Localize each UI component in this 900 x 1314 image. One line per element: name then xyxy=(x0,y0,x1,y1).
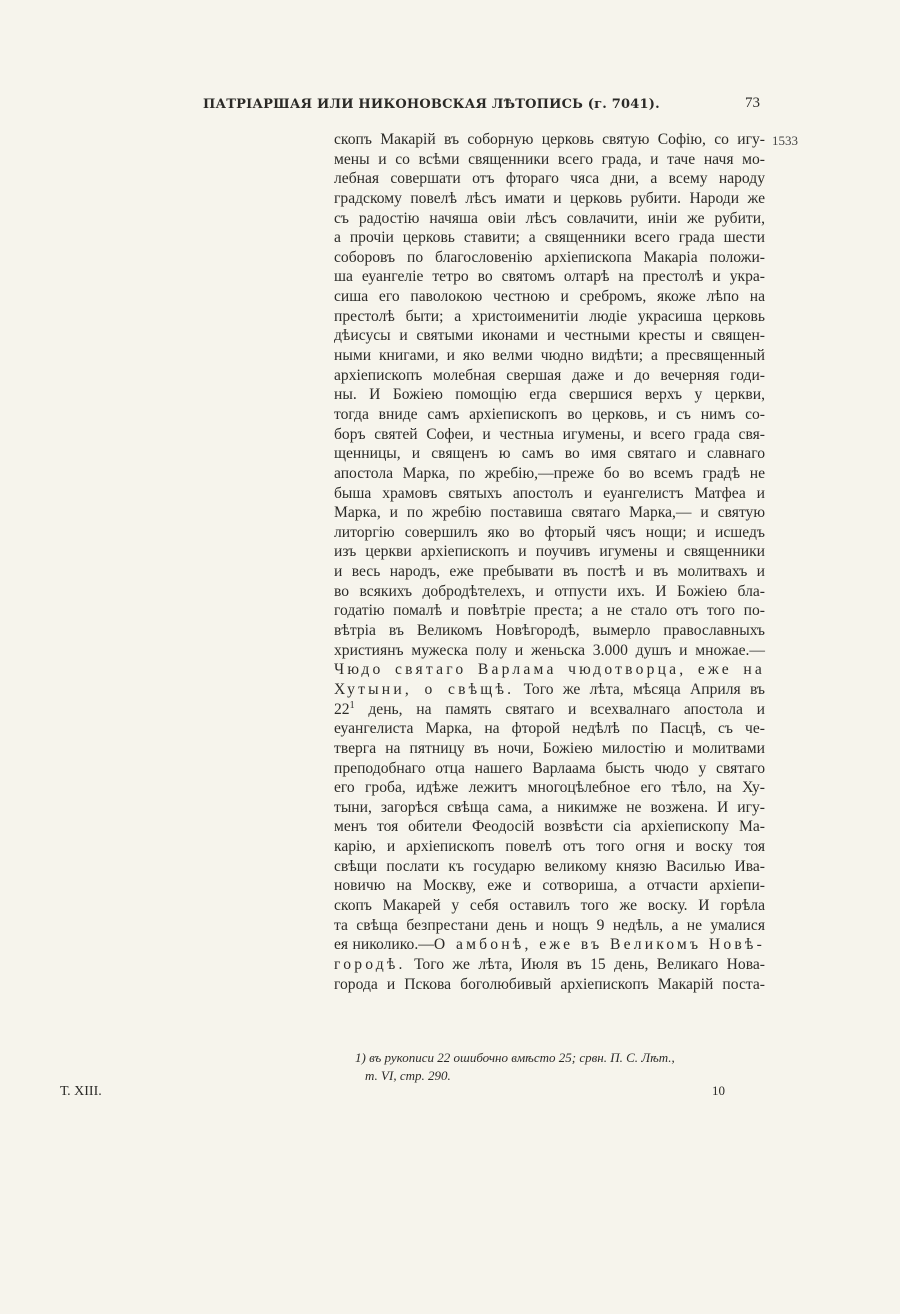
volume-label: Т. XIII. xyxy=(60,1084,102,1099)
signature-mark: 10 xyxy=(712,1083,725,1098)
text-line: свѣщи послати къ государю великому князю Василью Ива- xyxy=(334,857,765,875)
text-line: апостола Марка, по жребію,—преже бо во всемъ градѣ не xyxy=(334,464,765,482)
page-number: 73 xyxy=(745,95,760,111)
body-text xyxy=(334,130,765,994)
footnote-marker[interactable]: 1 xyxy=(349,699,355,711)
text-line: скопъ Макарій въ соборную церковь святую Софію, со игу- xyxy=(334,131,765,148)
text-line: мены и со всѣми священники всего града, и таче начя мо- xyxy=(334,150,765,168)
text-line: во всякихъ добродѣтелехъ, и отпусти ихъ. И Божіею бла- xyxy=(334,582,765,600)
text-line xyxy=(334,680,765,700)
text-line: его гроба, идѣже лежитъ многоцѣлебное его тѣло, на Ху- xyxy=(334,779,765,797)
text-line: лебная совершати отъ фтораго чяса дни, а всему народу xyxy=(334,170,765,188)
text-line: годатію помалѣ и повѣтріе преста; а не стало отъ того по- xyxy=(334,602,765,620)
text-line: быша храмовъ святыхъ апостолъ и еуангелистъ Матфеа и xyxy=(334,484,765,502)
text-line: еуангелиста Марка, на фторой недѣлѣ по Пасцѣ, съ че- xyxy=(334,720,765,738)
section-heading: Хутыни, о свѣщѣ. xyxy=(334,680,515,698)
text-line: съ радостію начяша овіи лѣсъ совлачити, иніи же рубити, xyxy=(334,209,765,227)
section-heading: городѣ. xyxy=(334,955,406,973)
text-line: архіепископъ молебная свершая даже и до вечерняя годи- xyxy=(334,366,765,384)
text-line: а прочіи церковь ставити; а священники всего града шести xyxy=(334,229,765,247)
text-line: ша еуангеліе тетро во святомъ олтарѣ на престолѣ и укра- xyxy=(334,268,765,286)
text-fragment: 22 xyxy=(334,700,350,718)
text-line: соборовъ по благословенію архіепископа Макаріа положи- xyxy=(334,248,765,266)
text-line: ными книгами, и яко велми чюдно видѣти; а пресвященный xyxy=(334,347,765,365)
text-fragment: день, на память святаго и всехвалнаго апостола и xyxy=(354,700,765,718)
text-fragment: ея николико.— xyxy=(334,936,434,954)
section-heading: О амбонѣ, еже въ Великомъ Новѣ- xyxy=(433,936,765,954)
running-header: ПАТРІАРШАЯ ИЛИ НИКОНОВСКАЯ ЛѢТОПИСЬ (г. 7041). xyxy=(203,97,660,112)
text-line: дѣисусы и святыми иконами и честными кресты и священ- xyxy=(334,327,765,345)
text-line xyxy=(334,955,765,975)
text-line: християнъ мужеска полу и женьска 3.000 душъ и множае.— xyxy=(334,641,765,659)
text-line: новичю на Москву, еже и сотвориша, а отчасти архіепи- xyxy=(334,877,765,895)
text-line: города и Пскова боголюбивый архіепископъ Макарій поста- xyxy=(334,975,765,993)
text-line: вѣтріа въ Великомъ Новѣгородѣ, вымерло православныхъ xyxy=(334,622,765,640)
text-line: тыни, загорѣся свѣща сама, а никимже не возжена. И игу- xyxy=(334,798,765,816)
text-line: сиша его паволокою честною и сребромъ, якоже лѣпо на xyxy=(334,288,765,306)
text-line: и весь народъ, еже пребывати въ постѣ и въ молитвахъ и xyxy=(334,563,765,581)
text-line: карію, и архіепископъ повелѣ отъ того огня и воску тоя xyxy=(334,838,765,856)
text-line xyxy=(334,935,765,955)
footnote xyxy=(355,1049,765,1085)
text-line: градскому повелѣ лѣсъ имати и церковь рубити. Народи же xyxy=(334,189,765,207)
text-fragment: Того же лѣта, Июля въ 15 день, Великаго Нова- xyxy=(405,955,765,973)
footnote-line: 1) въ рукописи 22 ошибочно вмѣсто 25; срвн. П. С. Лѣт., xyxy=(355,1050,675,1065)
text-line: преподобнаго отца нашего Варлаама бысть чюдо у святаго xyxy=(334,759,765,777)
text-line: литоргію совершилъ яко во фторый чясъ нощи; и исшедъ xyxy=(334,523,765,541)
text-line xyxy=(334,700,765,720)
margin-year: 1533 xyxy=(772,133,798,148)
text-line: Марка, и по жребію поставиша святаго Марка,— и святую xyxy=(334,504,765,522)
text-line: изъ церкви архіепископъ и поучивъ игумены и священники xyxy=(334,543,765,561)
text-line: скопъ Макарей у себя оставилъ того же воску. И горѣла xyxy=(334,896,765,914)
text-line: престолѣ быти; а христоименитіи людіе украсиша церковь xyxy=(334,307,765,325)
text-fragment: Того же лѣта, мѣсяца Априля въ xyxy=(514,680,765,698)
text-line: тогда вниде самъ архіепископъ во церковь, и съ нимъ со- xyxy=(334,405,765,423)
footnote-line: т. VI, стр. 290. xyxy=(365,1068,451,1083)
text-line: та свѣща безпрестани день и нощъ 9 недѣль, а не умалися xyxy=(334,916,765,934)
text-line: щенницы, и священъ ю самъ во имя святаго и славнаго xyxy=(334,445,765,463)
text-line: тверга на пятницу въ ночи, Божіею милостію и молитвами xyxy=(334,739,765,757)
text-line: боръ святей Софеи, и честныа игумены, и всего града свя- xyxy=(334,425,765,443)
text-line: ны. И Божіею помощію егда свершися верхъ у церкви, xyxy=(334,386,765,404)
text-line: менъ тоя обители Феодосій возвѣсти сіа архіепископу Ма- xyxy=(334,818,765,836)
section-heading-line: Чюдо святаго Варлама чюдотворца, еже на xyxy=(334,661,765,679)
